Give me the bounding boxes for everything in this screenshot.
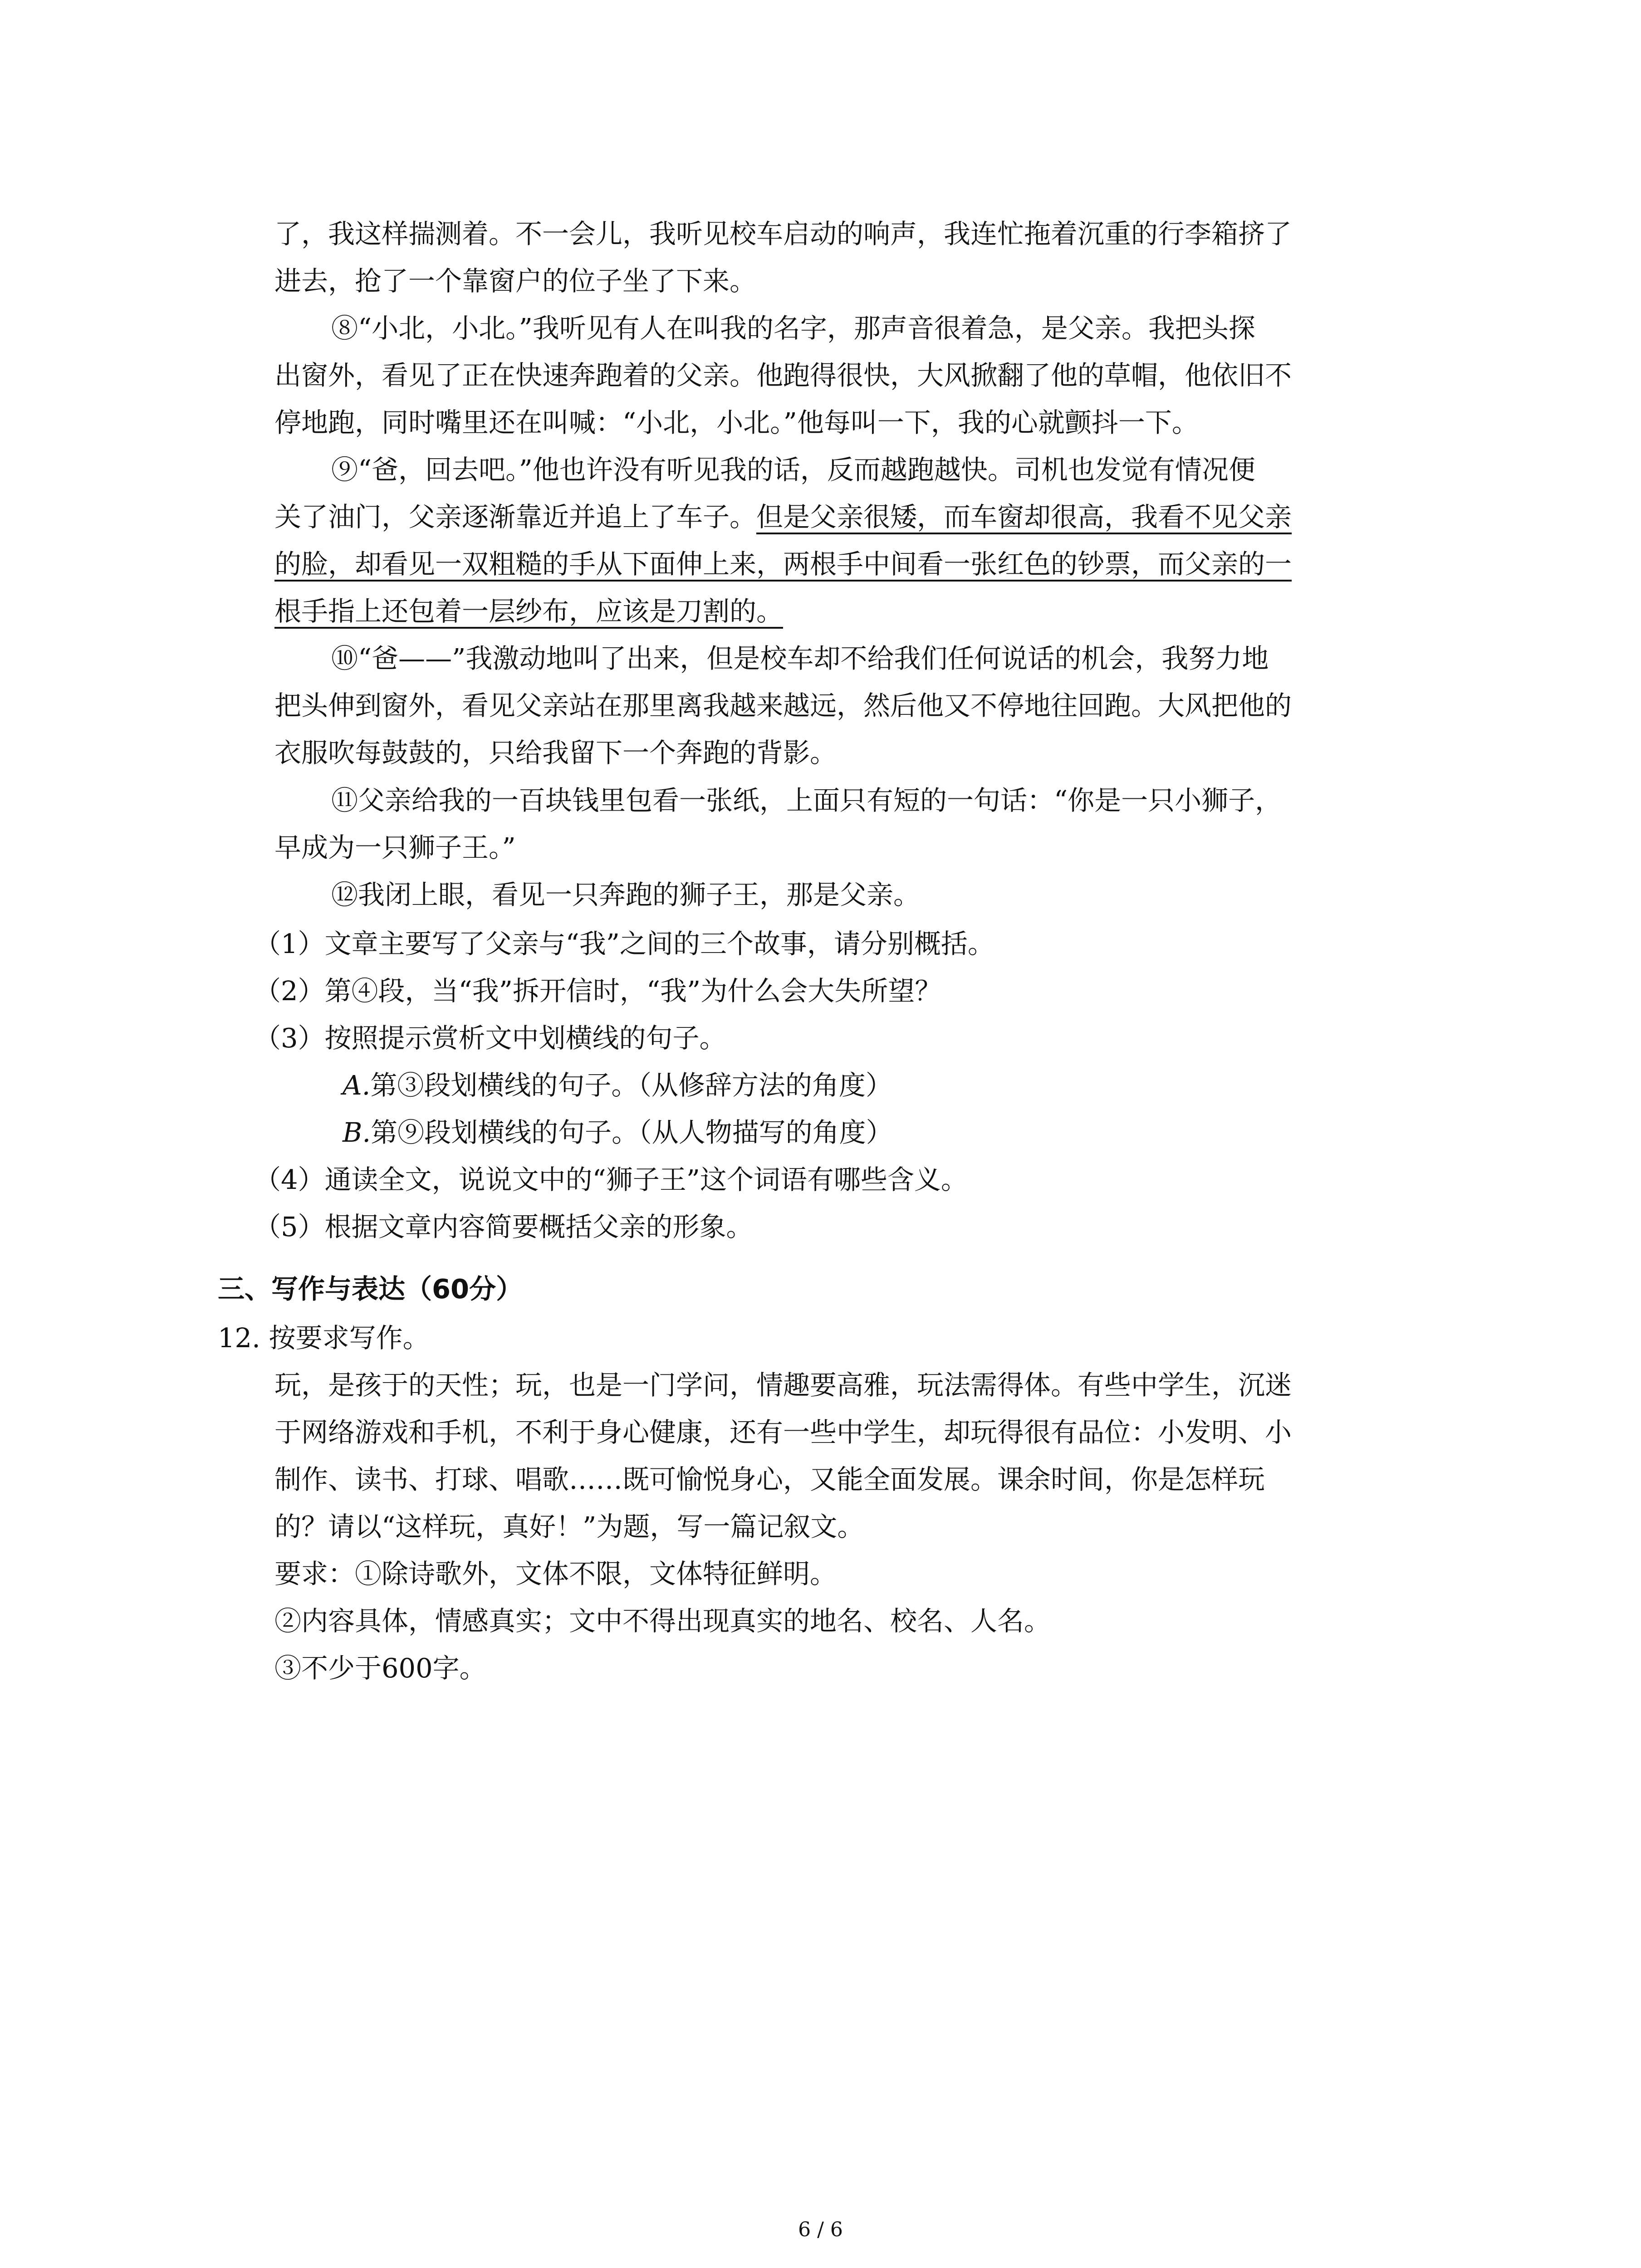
question-3: （3）按照提示赏析文中划横线的句子。 (254, 1022, 726, 1054)
underlined-sentence: 但是父亲很矮，而车窗却很高，我看不见父亲 (756, 501, 1292, 533)
section-title: 三、写作与表达（60分） (218, 1273, 523, 1305)
prompt-line: 的？请以“这样玩，真好！”为题，写一篇记叙文。 (274, 1511, 864, 1542)
option-letter: A. (343, 1070, 371, 1101)
passage-line: 把头伸到窗外，看见父亲站在那里离我越来越远，然后他又不停地往回跑。大风把他的 (274, 690, 1292, 721)
requirement-line: 要求：①除诗歌外，文体不限，文体特征鲜明。 (274, 1558, 837, 1589)
passage-line: 衣服吹每鼓鼓的，只给我留下一个奔跑的背影。 (274, 737, 837, 768)
passage-line: 早成为一只狮子王。” (274, 832, 516, 863)
requirement-line: ③不少于600字。 (274, 1652, 486, 1684)
paragraph-11-start: ⑪父亲给我的一百块钱里包看一张纸，上面只有短的一句话：“你是一只小狮子， (331, 785, 1282, 816)
underlined-sentence: 根手指上还包着一层纱布，应该是刀割的。 (274, 596, 784, 627)
plain-text: 关了油门，父亲逐渐靠近并追上了车子。 (274, 501, 757, 533)
passage-line: 停地跑，同时嘴里还在叫喊：“小北，小北。”他每叫一下，我的心就颤抖一下。 (274, 407, 1199, 438)
paragraph-10-start: ⑩“爸——”我激动地叫了出来，但是校车却不给我们任何说话的机会，我努力地 (331, 643, 1269, 674)
prompt-line: 于网络游戏和手机，不利于身心健康，还有一些中学生，却玩得很有品位：小发明、小 (274, 1417, 1292, 1448)
question-5: （5）根据文章内容简要概括父亲的形象。 (254, 1211, 753, 1242)
question-4: （4）通读全文，说说文中的“狮子王”这个词语有哪些含义。 (254, 1164, 968, 1195)
option-letter: B. (343, 1117, 371, 1148)
paragraph-12: ⑫我闭上眼，看见一只奔跑的狮子王，那是父亲。 (331, 879, 921, 910)
passage-line: 出窗外，看见了正在快速奔跑着的父亲。他跑得很快，大风掀翻了他的草帽，他依旧不 (274, 360, 1292, 391)
passage-line (274, 494, 1292, 541)
question-1: （1）文章主要写了父亲与“我”之间的三个故事，请分别概括。 (254, 928, 994, 959)
question-3a (343, 1062, 892, 1109)
question-3b (343, 1109, 893, 1156)
paragraph-9-start: ⑨“爸，回去吧。”他也许没有听见我的话，反而越跑越快。司机也发觉有情况便 (331, 454, 1255, 485)
option-text: 第③段划横线的句子。（从修辞方法的角度） (370, 1070, 892, 1101)
prompt-line: 玩，是孩于的天性；玩，也是一门学问，情趣要高雅，玩法需得体。有些中学生，沉迷 (274, 1369, 1292, 1401)
passage-line: 进去，抢了一个靠窗户的位子坐了下来。 (274, 265, 757, 297)
question-12: 12. 按要求写作。 (218, 1322, 430, 1354)
passage-line: 了，我这样揣测着。不一会儿，我听见校车启动的响声，我连忙拖着沉重的行李箱挤了 (274, 218, 1292, 249)
prompt-line: 制作、读书、打球、唱歌……既可愉悦身心，又能全面发展。课余时间，你是怎样玩 (274, 1464, 1265, 1495)
page-number: 6 / 6 (798, 2218, 843, 2241)
question-2: （2）第④段，当“我”拆开信时，“我”为什么会大失所望？ (254, 975, 942, 1007)
paragraph-8-start: ⑧“小北，小北。”我听见有人在叫我的名字，那声音很着急，是父亲。我把头探 (331, 313, 1255, 344)
option-text: 第⑨段划横线的句子。（从人物描写的角度） (371, 1117, 893, 1148)
requirement-line: ②内容具体，情感真实；文中不得出现真实的地名、校名、人名。 (274, 1605, 1051, 1637)
underlined-sentence: 的脸，却看见一双粗糙的手从下面伸上来，两根手中间看一张红色的钞票，而父亲的一 (274, 548, 1292, 580)
